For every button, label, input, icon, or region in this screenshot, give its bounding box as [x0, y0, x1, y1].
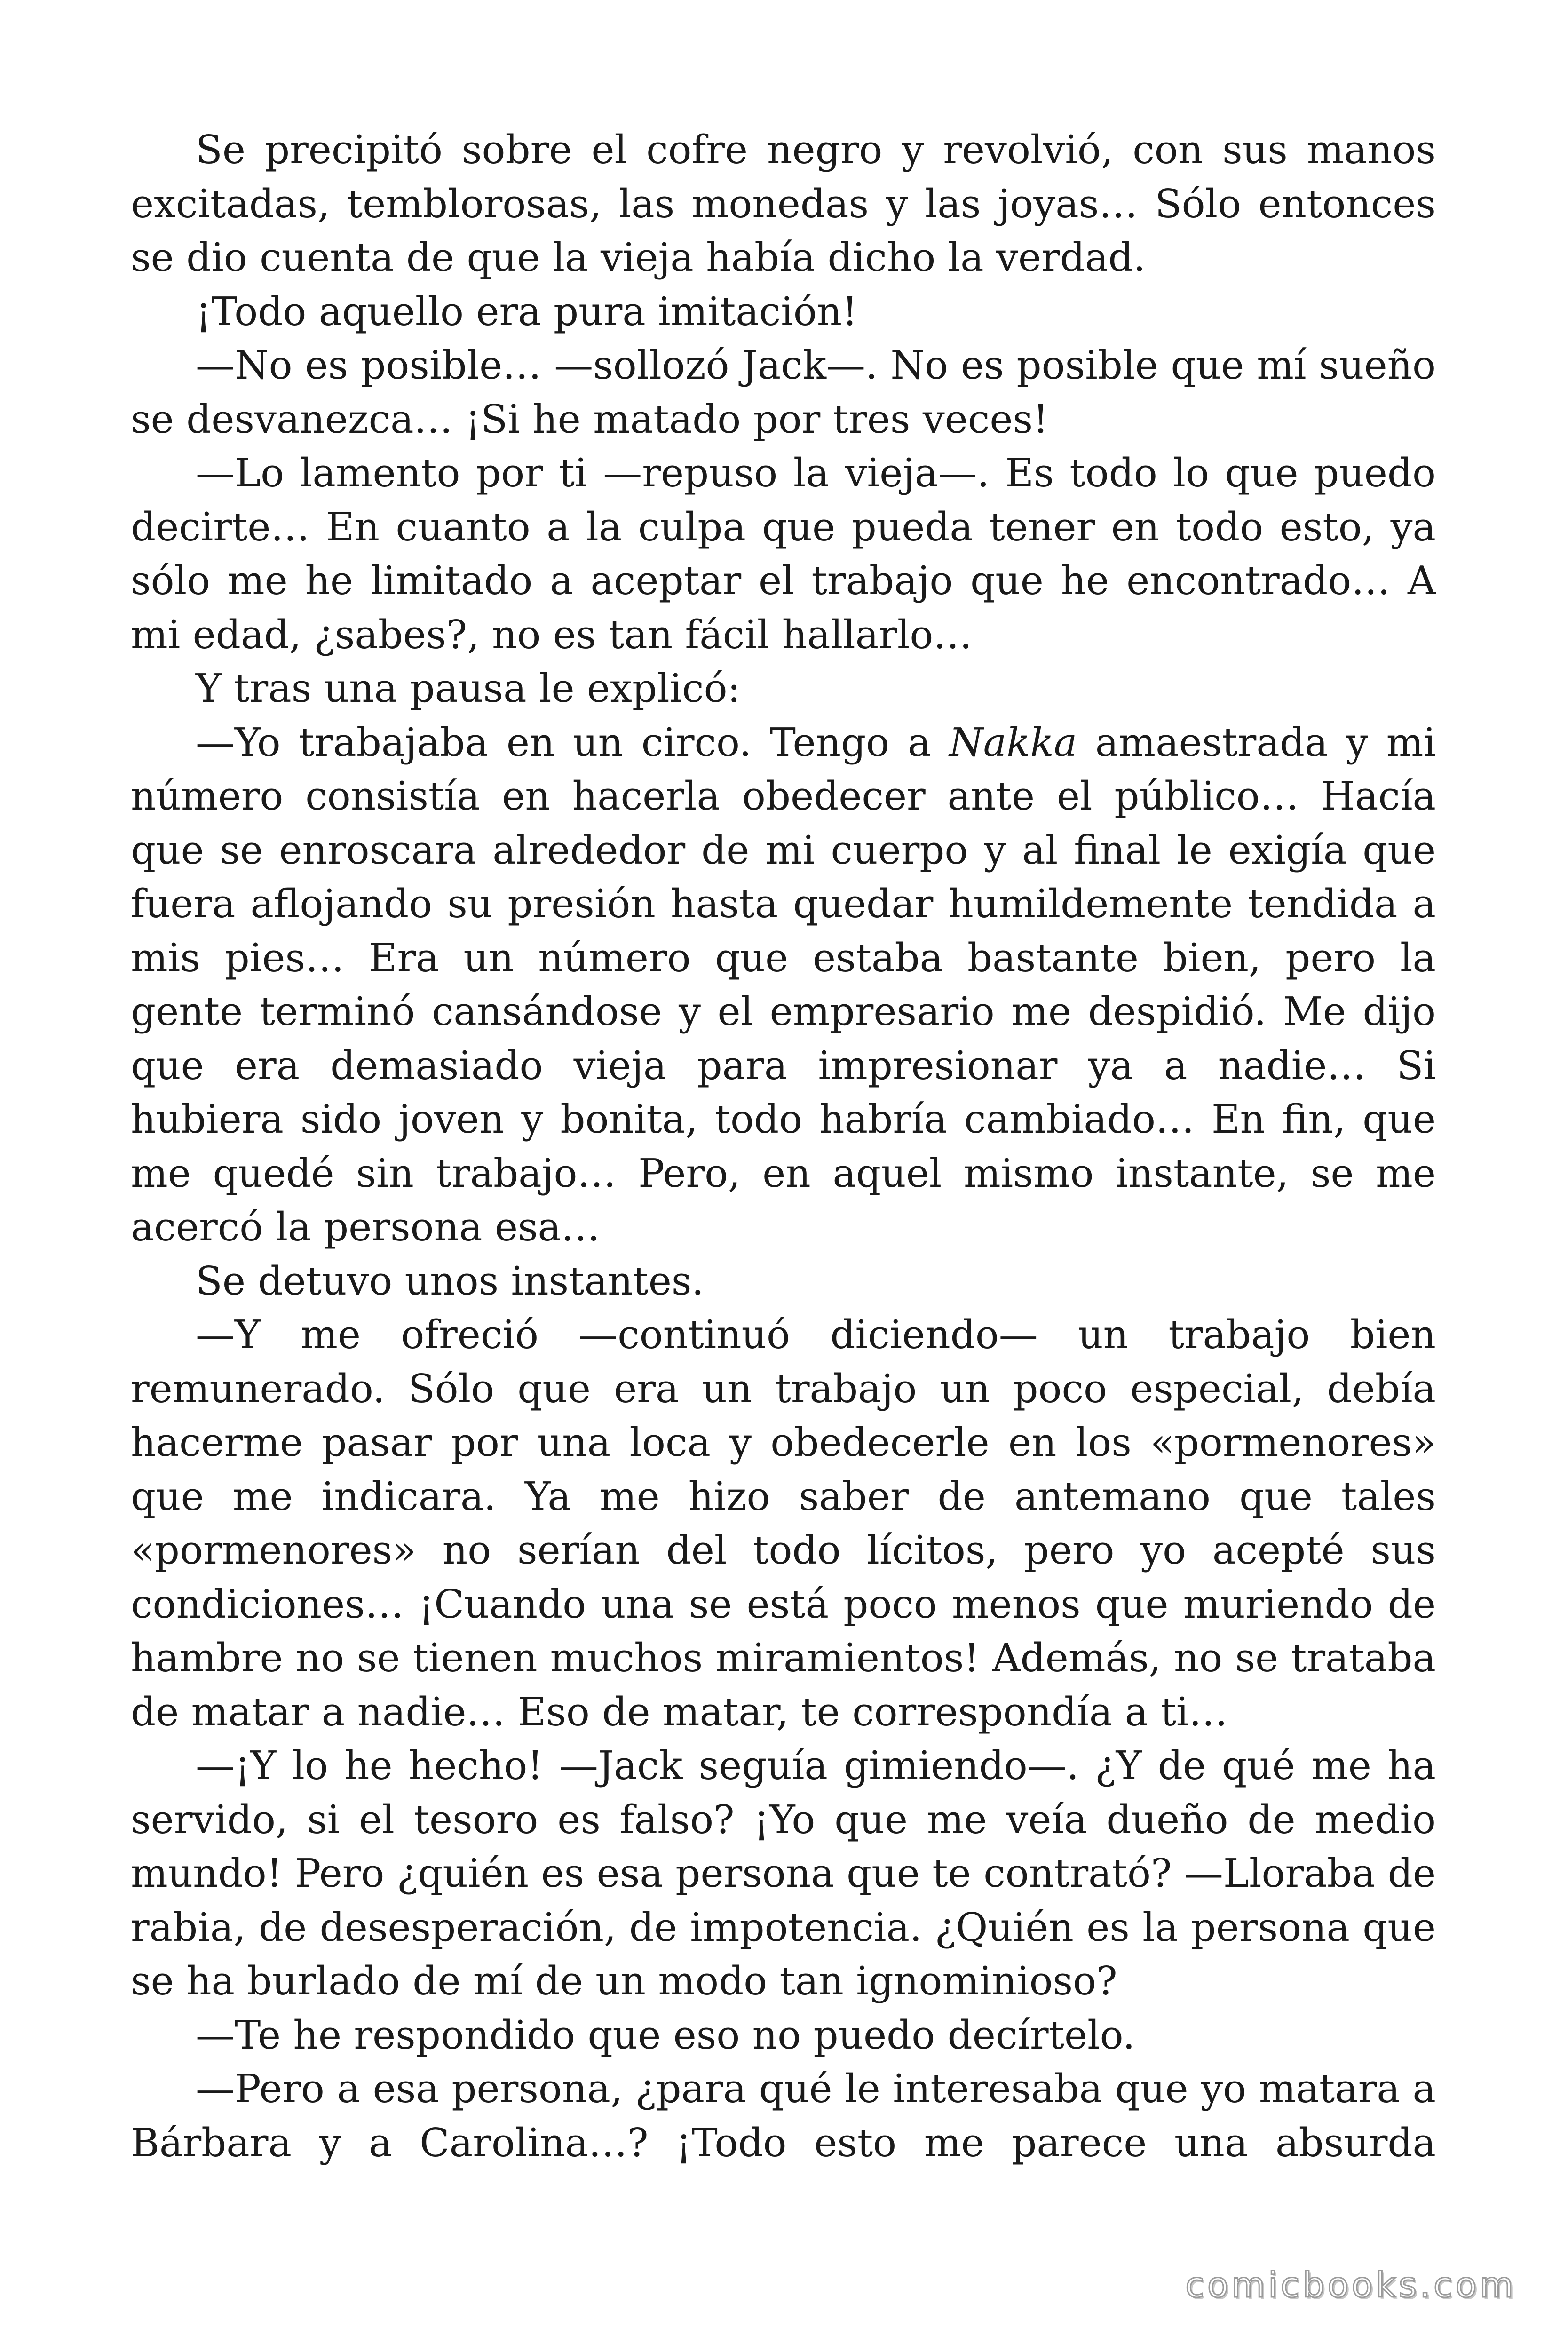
paragraph: Se detuvo unos instantes. — [196, 1258, 704, 1304]
paragraph: Se precipitó sobre el cofre negro y revolvió, con sus manos excitadas, temblorosas, las monedas y las joyas… Sólo entonces se dio cuenta de que la vieja había dicho la verdad. — [131, 127, 1436, 280]
watermark: comicbooks.com — [1185, 2265, 1516, 2305]
paragraph: —Y me ofreció —continuó diciendo— un trabajo bien remunerado. Sólo que era un trabajo un poco especial, debía hacerme pasar por una loca y obedecerle en los «pormenores» que me indicara. Ya me hizo saber de antemano que tales «pormenores» no serían del todo lícitos, pero yo acepté sus condiciones… ¡Cuando una se está poco menos que muriendo de hambre no se tienen muchos miramientos! Además, no se trataba de matar a nadie… Eso de matar, te correspondía a ti… — [131, 1312, 1436, 1735]
paragraph — [131, 716, 1436, 1255]
paragraph-text-after: amaestrada y mi número consistía en hacerla obedecer ante el público… Hacía que se enroscara alrededor de mi cuerpo y al final le exigía que fuera aflojando su presión hasta quedar humildemente tendida a mis pies… Era un número que estaba bastante bien, pero la gente terminó cansándose y el empresario me despidió. Me dijo que era demasiado vieja para impresionar ya a nadie… Si hubiera sido joven y bonita, todo habría cambiado… En fin, que me quedé sin trabajo… Pero, en aquel mismo instante, se me acercó la persona esa… — [131, 719, 1436, 1250]
paragraph: —Te he respondido que eso no puedo decírtelo. — [196, 2012, 1135, 2058]
paragraph: Y tras una pausa le explicó: — [196, 666, 741, 711]
page-text — [131, 123, 1436, 2170]
paragraph: —No es posible… —sollozó Jack—. No es posible que mí sueño se desvanezca… ¡Si he matado por tres veces! — [131, 342, 1436, 442]
paragraph: ¡Todo aquello era pura imitación! — [196, 288, 858, 334]
paragraph-continued: —Pero a esa persona, ¿para qué le interesaba que yo matara a Bárbara y a Carolina…? ¡Todo esto me parece una absurda — [131, 2066, 1436, 2166]
paragraph-text-before: —Yo trabajaba en un circo. Tengo a — [196, 719, 950, 765]
italic-name: Nakka — [949, 719, 1077, 765]
paragraph: —Lo lamento por ti —repuso la vieja—. Es todo lo que puedo decirte… En cuanto a la culpa que pueda tener en todo esto, ya sólo me he limitado a aceptar el trabajo que he encontrado… A mi edad, ¿sabes?, no es tan fácil hallarlo… — [131, 450, 1436, 658]
paragraph: —¡Y lo he hecho! —Jack seguía gimiendo—. ¿Y de qué me ha servido, si el tesoro es falso? ¡Yo que me veía dueño de medio mundo! Pero ¿quién es esa persona que te contrató? —Lloraba de rabia, de desesperación, de impotencia. ¿Quién es la persona que se ha burlado de mí de un modo tan ignominioso? — [131, 1743, 1436, 2004]
